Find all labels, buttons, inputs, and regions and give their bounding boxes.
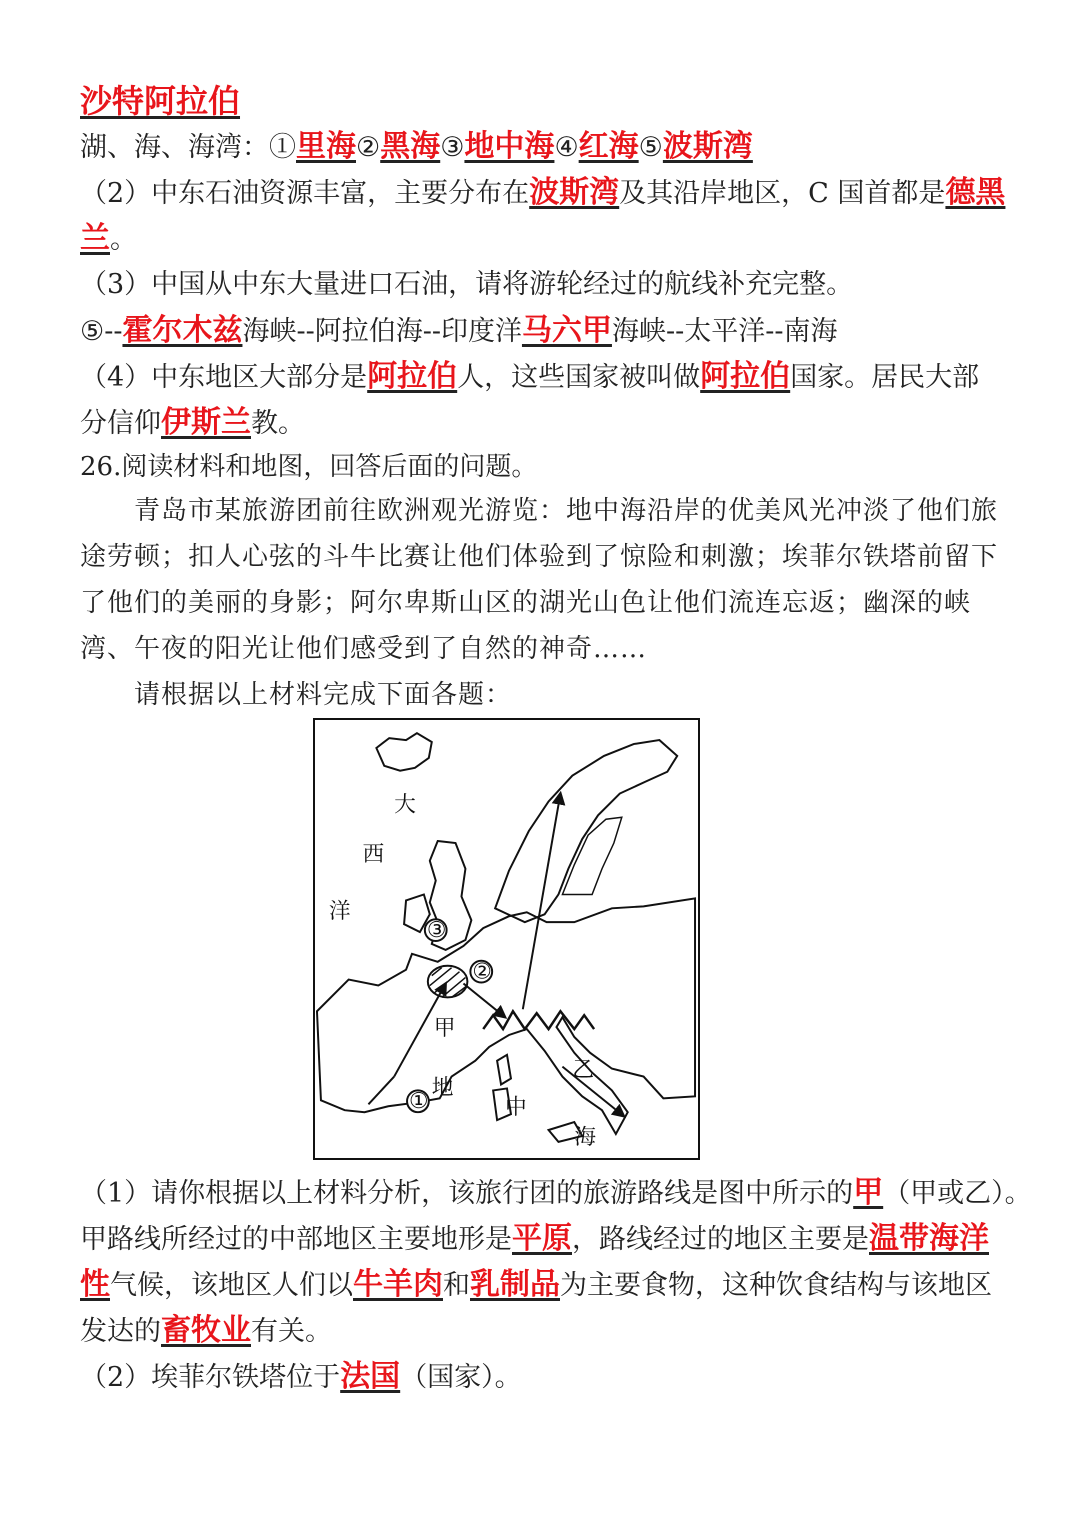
answer-1-line-2: 甲路线所经过的中部地区主要地形是平原，路线经过的地区主要是温带海洋 <box>80 1221 989 1256</box>
answer-2-line: （2）埃菲尔铁塔位于法国（国家）。 <box>80 1359 522 1394</box>
answer-1-line-3: 性气候，该地区人们以牛羊肉和乳制品为主要食物，这种饮食结构与该地区 <box>80 1267 992 1302</box>
answer-1-line-4: 发达的畜牧业有关。 <box>80 1313 332 1348</box>
answer-capital-part2: 兰 <box>80 221 110 256</box>
question-2-line-1: （2）中东石油资源丰富，主要分布在波斯湾及其沿岸地区，C 国首都是德黑 <box>80 175 1006 210</box>
question-26-instruction: 请根据以上材料完成下面各题： <box>134 680 513 710</box>
answer-oil-region: 波斯湾 <box>529 175 620 210</box>
answer-1-line-1: （1）请你根据以上材料分析，该旅行团的旅游路线是图中所示的甲（甲或乙）。 <box>80 1175 1032 1210</box>
question-26-material: 青岛市某旅游团前往欧洲观光游览：地中海沿岸的优美风光冲淡了他们旅途劳顿；扣人心弦的斗牛比赛让他们体验到了惊险和刺激；埃菲尔铁塔前留下了他们的美丽的身影；阿尔卑斯山区的湖光山色让他们流连忘返；幽深的峡湾、午夜的阳光让他们感受到了自然的神奇…… <box>80 496 999 664</box>
answer-lake-1: 里海 <box>296 129 356 164</box>
answer-food-1: 牛羊肉 <box>353 1267 443 1302</box>
answer-route: 甲 <box>853 1175 884 1210</box>
route-jia-arrow-2 <box>463 984 505 1018</box>
label-yi: 乙 <box>572 1057 595 1083</box>
question-2-line-2: 兰。 <box>80 221 137 256</box>
label-xi: 西 <box>362 841 385 867</box>
lakes-line: 湖、海、海湾：①里海②黑海③地中海④红海⑤波斯湾 <box>80 129 753 164</box>
label-da: 大 <box>394 792 416 818</box>
answer-nations: 阿拉伯 <box>700 359 791 394</box>
gulf-of-bothnia-shape <box>562 817 621 894</box>
label-hai: 海 <box>574 1124 597 1150</box>
question-4-line-1: （4）中东地区大部分是阿拉伯人，这些国家被叫做阿拉伯国家。居民大部 <box>80 359 980 394</box>
question-3-route: ⑤--霍尔木兹海峡--阿拉伯海--印度洋马六甲海峡--太平洋--南海 <box>80 313 838 348</box>
answer-capital-part1: 德黑 <box>945 175 1006 210</box>
section-title <box>80 78 1002 127</box>
iceland-shape <box>376 733 431 771</box>
corsica-shape <box>497 1055 511 1085</box>
marker-2: ② <box>472 959 492 985</box>
answer-climate-part1: 温带海洋 <box>869 1221 989 1256</box>
answer-strait-1: 霍尔木兹 <box>122 313 243 348</box>
question-26-title: 26.阅读材料和地图，回答后面的问题。 <box>80 452 538 482</box>
answer-country: 沙特阿拉伯 <box>80 82 241 120</box>
answer-lake-4: 红海 <box>578 129 639 164</box>
question-4-line-2: 分信仰伊斯兰教。 <box>80 405 305 440</box>
label-yang: 洋 <box>328 899 351 925</box>
answer-people: 阿拉伯 <box>367 359 458 394</box>
answer-country-eiffel: 法国 <box>340 1359 401 1394</box>
label-jia: 甲 <box>433 1015 456 1041</box>
marker-3: ③ <box>426 918 447 944</box>
europe-map-drawing <box>315 720 698 1158</box>
europe-map <box>313 718 700 1160</box>
route-start-line <box>368 1077 394 1105</box>
label-di: 地 <box>431 1075 454 1101</box>
label-zhong: 中 <box>505 1095 527 1121</box>
answer-strait-2: 马六甲 <box>521 313 612 348</box>
answer-lake-2: 黑海 <box>380 129 441 164</box>
answer-terrain: 平原 <box>512 1221 572 1256</box>
answer-lake-5: 波斯湾 <box>662 129 753 164</box>
marker-1: ① <box>409 1089 429 1115</box>
question-3-text: （3）中国从中东大量进口石油，请将游轮经过的航线补充完整。 <box>80 269 854 300</box>
answer-religion: 伊斯兰 <box>161 405 251 440</box>
answer-food-2: 乳制品 <box>470 1267 560 1302</box>
answer-climate-part2: 性 <box>80 1267 110 1302</box>
answer-industry: 畜牧业 <box>161 1313 251 1348</box>
answer-lake-3: 地中海 <box>464 129 555 164</box>
